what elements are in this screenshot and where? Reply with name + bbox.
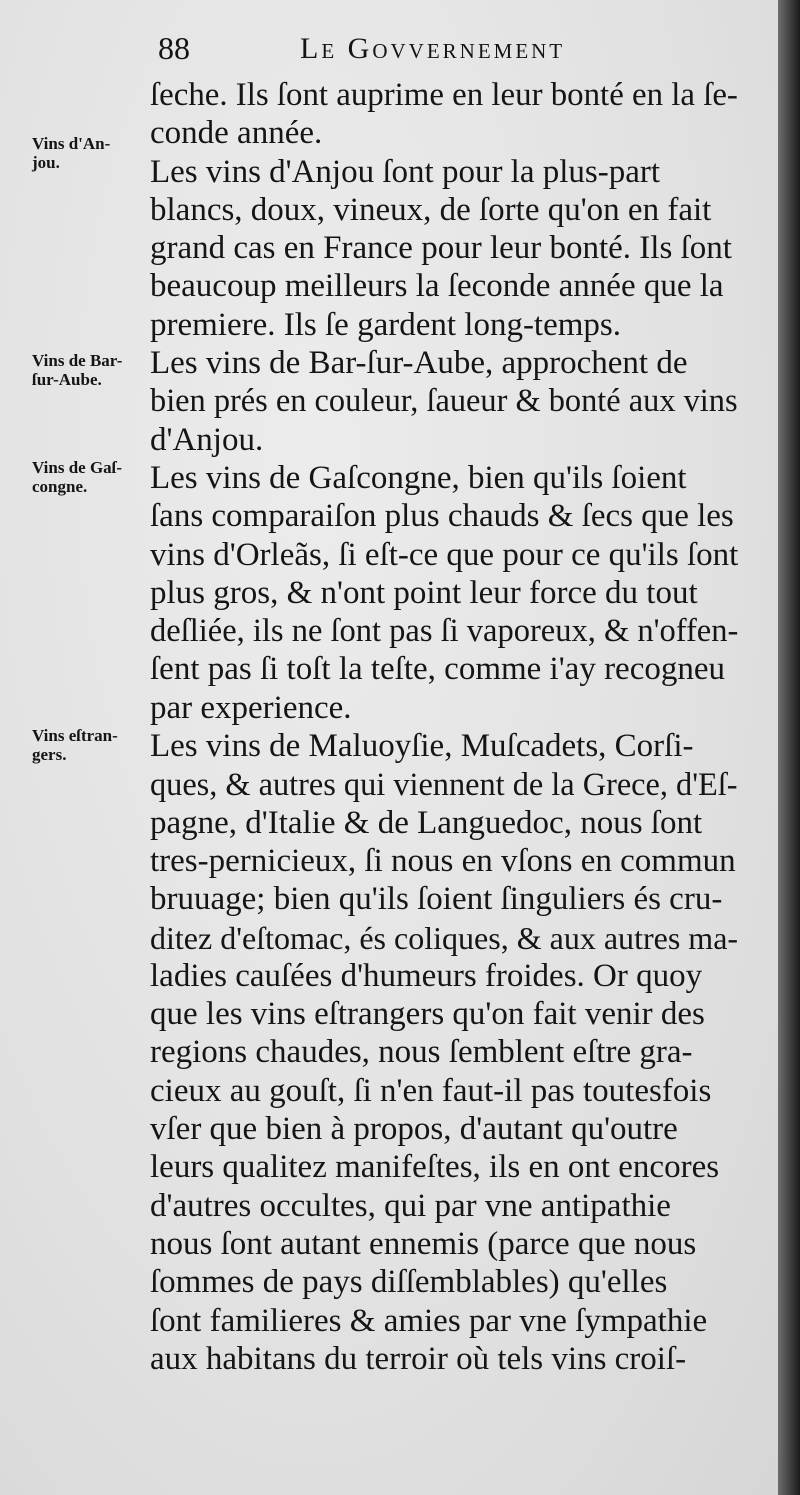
text-line: pagne, d'Italie & de Languedoc, nous ſont xyxy=(150,804,703,841)
text-line: premiere. Ils ſe gardent long-temps. xyxy=(150,306,622,343)
text-line: ques, & autres qui viennent de la Grece, d'Eſ- xyxy=(150,766,738,803)
text-line: plus gros, & n'ont point leur force du tout xyxy=(150,574,698,611)
text-line: blancs, doux, vineux, de ſorte qu'on en fait xyxy=(150,191,712,228)
text-line: ſent pas ſi toſt la teſte, comme i'ay recogneu xyxy=(150,651,726,688)
margin-note-line: ſur-Aube. xyxy=(32,370,102,389)
text-line: ſeche. Ils ſont auprime en leur bonté en la ſe- xyxy=(150,77,738,113)
margin-note-line: gers. xyxy=(32,745,67,764)
margin-note-line: Vins de Bar- xyxy=(32,351,123,370)
text-line: nous ſont autant ennemis (parce que nous xyxy=(150,1225,697,1262)
text-line: que les vins eſtrangers qu'on fait venir des xyxy=(150,996,705,1033)
text-line: d'Anjou. xyxy=(150,421,264,458)
page-header xyxy=(158,30,628,70)
text-line: beaucoup meilleurs la ſeconde année que la xyxy=(150,268,724,305)
body-text xyxy=(150,76,738,1378)
text-line: regions chaudes, nous ſemblent eſtre gra- xyxy=(150,1034,693,1071)
margin-note-line: Vins de Gaſ- xyxy=(32,458,123,477)
margin-note-line: jou. xyxy=(32,153,60,172)
text-line: grand cas en France pour leur bonté. Ils ſont xyxy=(150,230,732,267)
margin-note-line: Vins eſtran- xyxy=(32,726,118,745)
margin-note-vins-estrangers xyxy=(32,726,142,764)
text-line: tres-pernicieux, ſi nous en vſons en commun xyxy=(150,842,736,879)
text-line: cieux au gouſt, ſi n'en faut-il pas toutesfois xyxy=(150,1072,712,1109)
text-line: vſer que bien à propos, d'autant qu'outre xyxy=(150,1111,678,1148)
margin-note-gascongne xyxy=(32,458,142,496)
text-line: ladies cauſées d'humeurs froides. Or quoy xyxy=(150,957,703,994)
text-line: ſans comparaiſon plus chauds & ſecs que les xyxy=(150,498,734,535)
margin-note-anjou xyxy=(32,134,142,172)
text-line: ſont familieres & amies par vne ſympathie xyxy=(150,1302,708,1339)
text-line: ditez d'eſtomac, és coliques, & aux autres ma- xyxy=(150,919,739,956)
text-line: Les vins de Maluoyſie, Muſcadets, Corſi- xyxy=(150,728,694,765)
page-edge-shadow xyxy=(778,0,800,1495)
text-line: aux habitans du terroir où tels vins croiſ- xyxy=(150,1340,687,1377)
text-line: deſliée, ils ne ſont pas ſi vaporeux, & n'offen- xyxy=(150,613,739,650)
text-line: vins d'Orleãs, ſi eſt-ce que pour ce qu'ils ſont xyxy=(150,536,739,573)
text-line: d'autres occultes, qui par vne antipathie xyxy=(150,1187,671,1224)
text-line: Les vins d'Anjou ſont pour la plus-part xyxy=(150,153,661,190)
text-line: bruuage; bien qu'ils ſoient ſinguliers és cru- xyxy=(150,881,723,918)
margin-note-line: Vins d'An- xyxy=(32,134,111,153)
margin-note-line: congne. xyxy=(32,477,88,496)
text-line: leurs qualitez manifeſtes, ils en ont encores xyxy=(150,1149,720,1186)
text-line: conde année. xyxy=(150,115,323,152)
text-line: Les vins de Bar-ſur-Aube, approchent de xyxy=(150,345,688,382)
running-title: Le Govvernement xyxy=(300,32,566,65)
text-line: bien prés en couleur, ſaueur & bonté aux vins xyxy=(150,383,738,420)
page-number: 88 xyxy=(158,30,190,66)
margin-note-bar-sur-aube xyxy=(32,351,142,389)
text-line: Les vins de Gaſcongne, bien qu'ils ſoient xyxy=(150,459,687,496)
text-line: ſommes de pays diſſemblables) qu'elles xyxy=(150,1264,668,1301)
text-line: par experience. xyxy=(150,689,352,726)
